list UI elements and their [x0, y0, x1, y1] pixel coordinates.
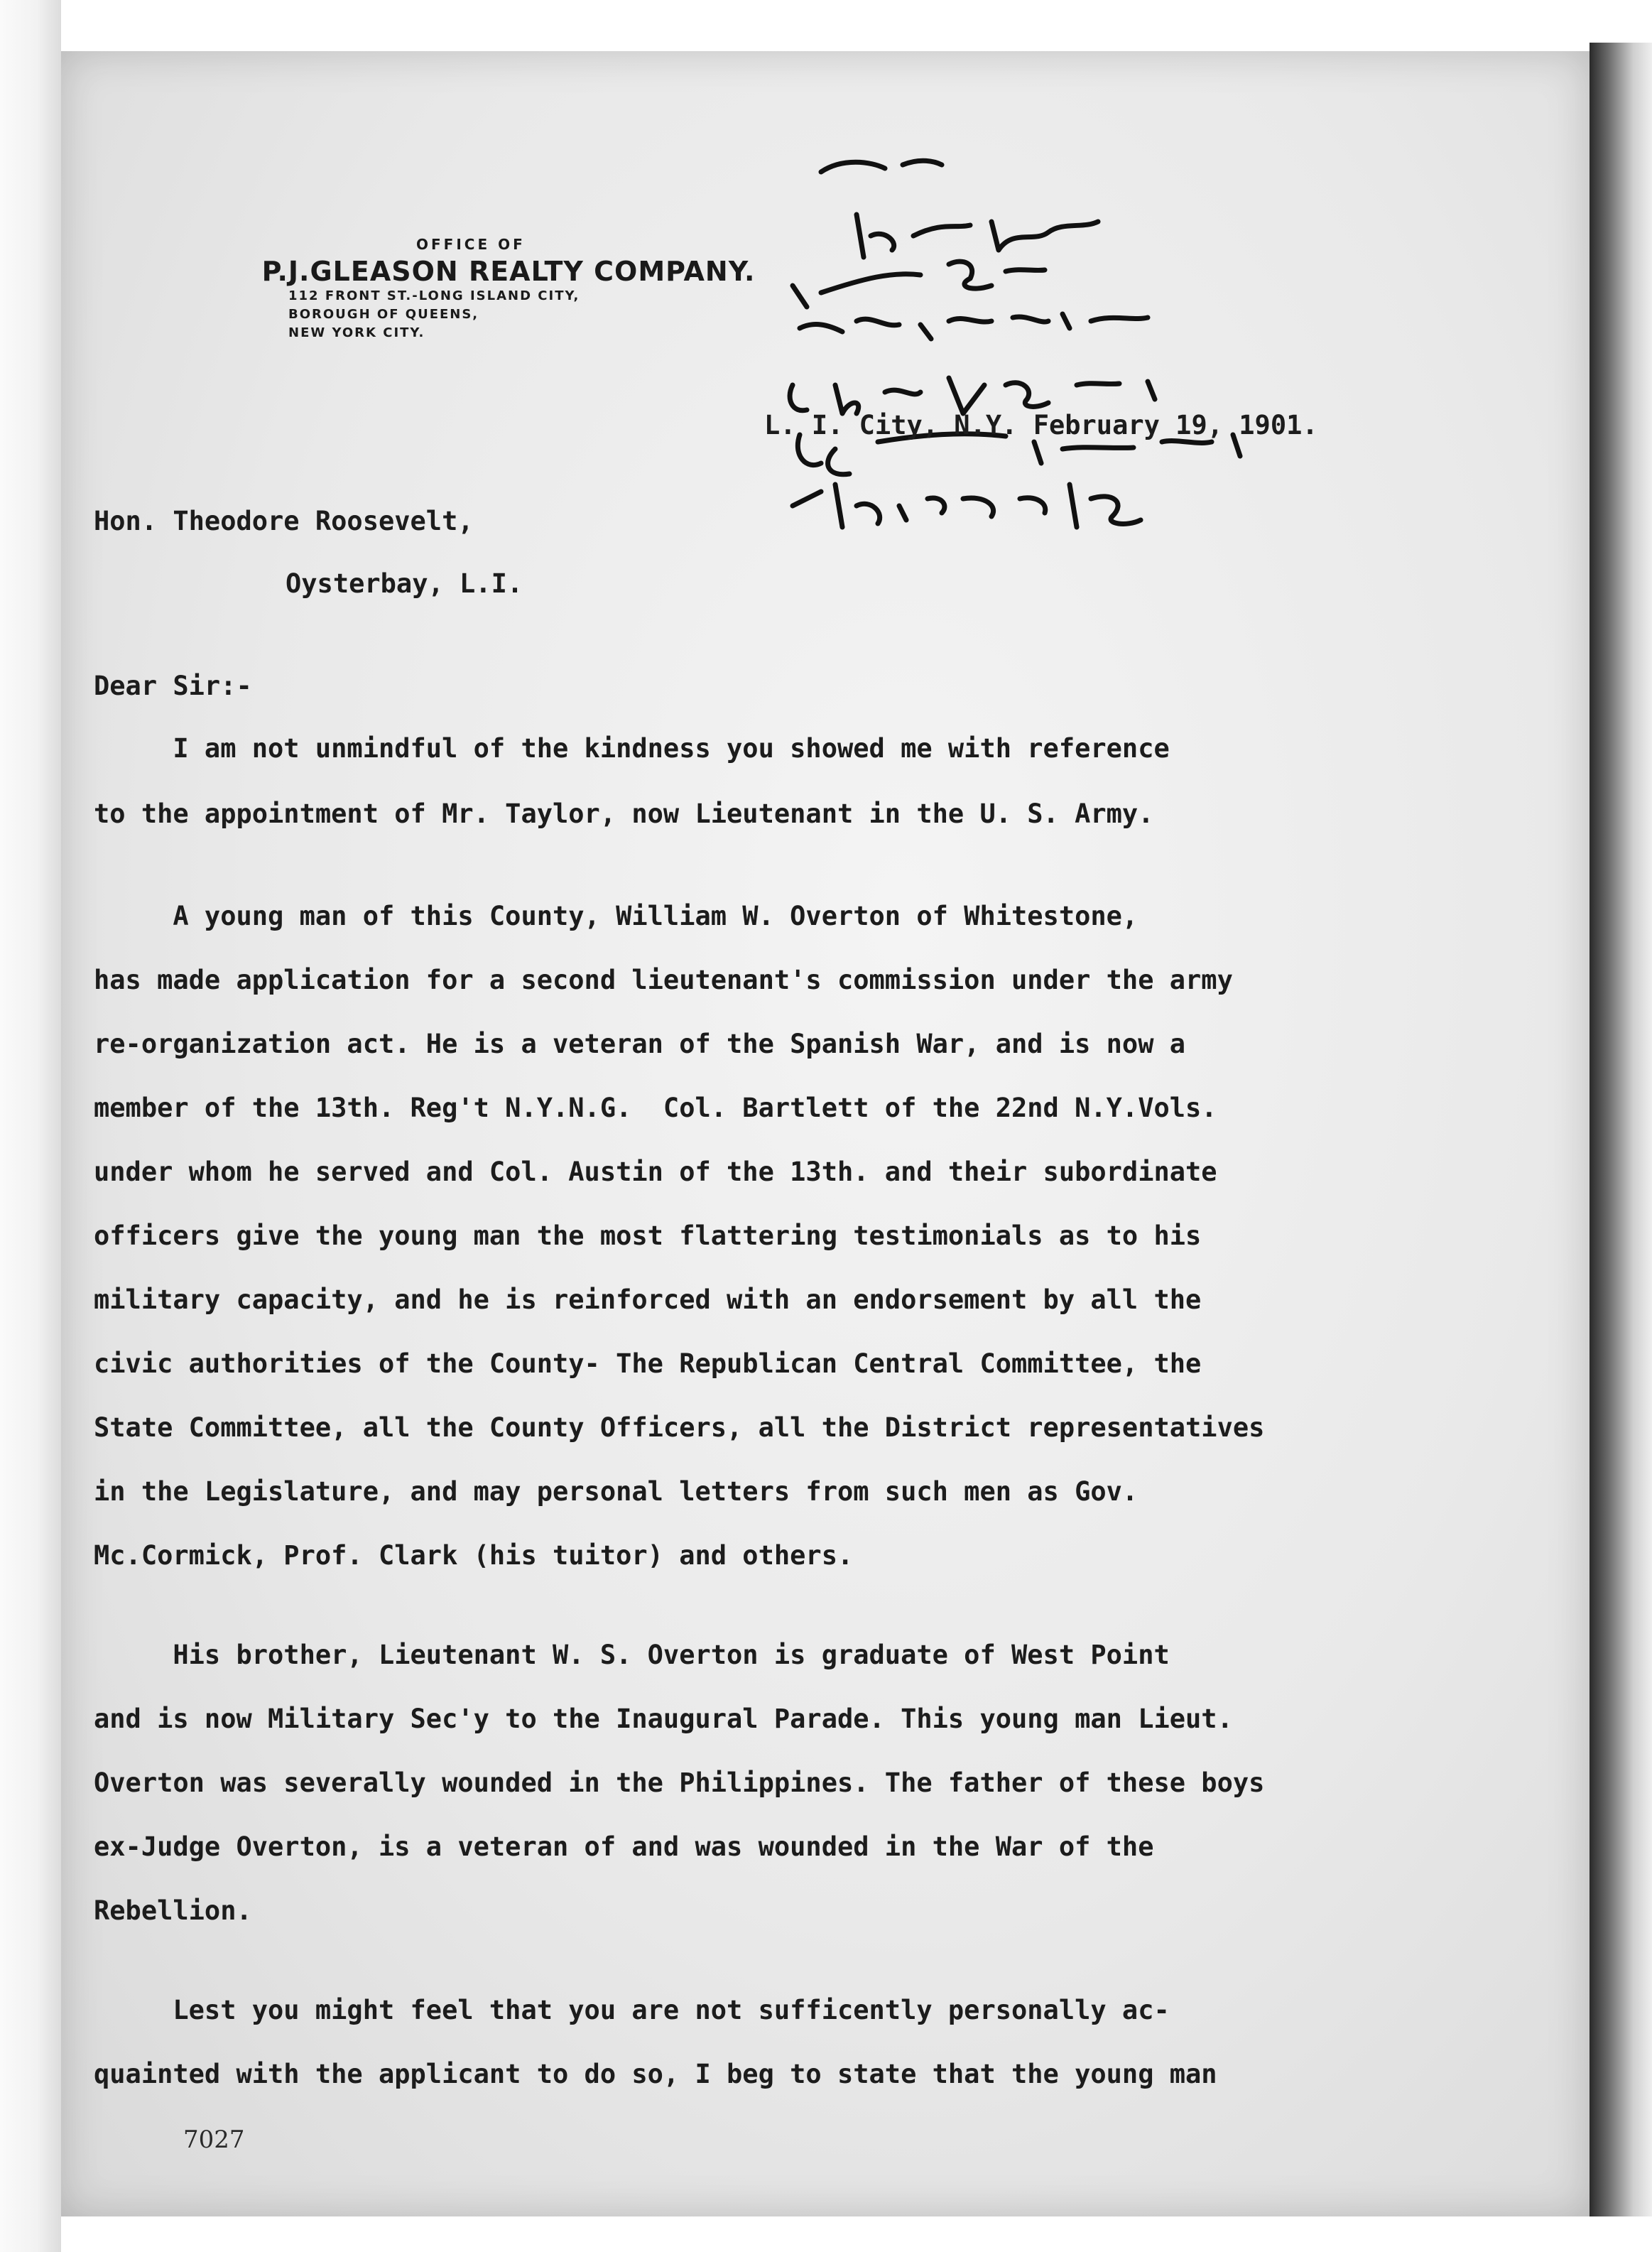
body-line: to the appointment of Mr. Taylor, now Lieutenant in the U. S. Army.	[94, 799, 1154, 829]
scan-left-margin	[0, 0, 61, 2252]
letterhead	[203, 236, 814, 342]
letterhead-address-city: NEW YORK CITY.	[288, 325, 425, 340]
salutation: Dear Sir:-	[94, 671, 252, 701]
body-line: has made application for a second lieutenant's commission under the army	[94, 965, 1233, 995]
recipient-name: Hon. Theodore Roosevelt,	[94, 506, 474, 536]
shorthand-annotation	[778, 144, 1290, 548]
scan-right-edge	[1589, 43, 1652, 2252]
letterhead-address-borough: BOROUGH OF QUEENS,	[288, 307, 479, 322]
body-line: under whom he served and Col. Austin of the 13th. and their subordinate	[94, 1157, 1217, 1187]
body-line: His brother, Lieutenant W. S. Overton is graduate of West Point	[94, 1640, 1170, 1670]
date-line: L. I. City, N.Y. February 19, 1901.	[764, 410, 1318, 440]
scan-bottom-margin	[61, 2216, 1652, 2252]
body-line: Overton was severally wounded in the Philippines. The father of these boys	[94, 1768, 1265, 1798]
body-line: I am not unmindful of the kindness you showed me with reference	[94, 733, 1170, 764]
body-line: member of the 13th. Reg't N.Y.N.G. Col. Bartlett of the 22nd N.Y.Vols.	[94, 1093, 1217, 1123]
archive-number: 7027	[183, 2126, 245, 2154]
body-line: quainted with the applicant to do so, I beg to state that the young man	[94, 2059, 1217, 2089]
body-line: Rebellion.	[94, 1895, 252, 1926]
body-line: and is now Military Sec'y to the Inaugural Parade. This young man Lieut.	[94, 1704, 1233, 1734]
letterhead-address-street: 112 FRONT ST.-LONG ISLAND CITY,	[288, 288, 580, 303]
body-line: military capacity, and he is reinforced with an endorsement by all the	[94, 1284, 1202, 1315]
body-line: ex-Judge Overton, is a veteran of and was wounded in the War of the	[94, 1831, 1154, 1862]
body-line: Lest you might feel that you are not sufficently personally ac-	[94, 1995, 1170, 2025]
scan-top-margin	[61, 0, 1652, 51]
body-line: officers give the young man the most flattering testimonials as to his	[94, 1220, 1202, 1251]
recipient-place: Oysterbay, L.I.	[286, 568, 523, 599]
body-line: State Committee, all the County Officers, all the District representatives	[94, 1412, 1265, 1443]
body-line: in the Legislature, and may personal letters from such men as Gov.	[94, 1476, 1139, 1507]
letterhead-company-name: P.J.GLEASON REALTY COMPANY.	[261, 256, 756, 287]
letter-sheet	[61, 51, 1589, 2216]
body-line: civic authorities of the County- The Republican Central Committee, the	[94, 1348, 1202, 1379]
body-line: Mc.Cormick, Prof. Clark (his tuitor) and others.	[94, 1540, 854, 1571]
letterhead-office-of: OFFICE OF	[416, 236, 526, 253]
body-line: A young man of this County, William W. Overton of Whitestone,	[94, 901, 1139, 931]
body-line: re-organization act. He is a veteran of the Spanish War, and is now a	[94, 1029, 1186, 1059]
